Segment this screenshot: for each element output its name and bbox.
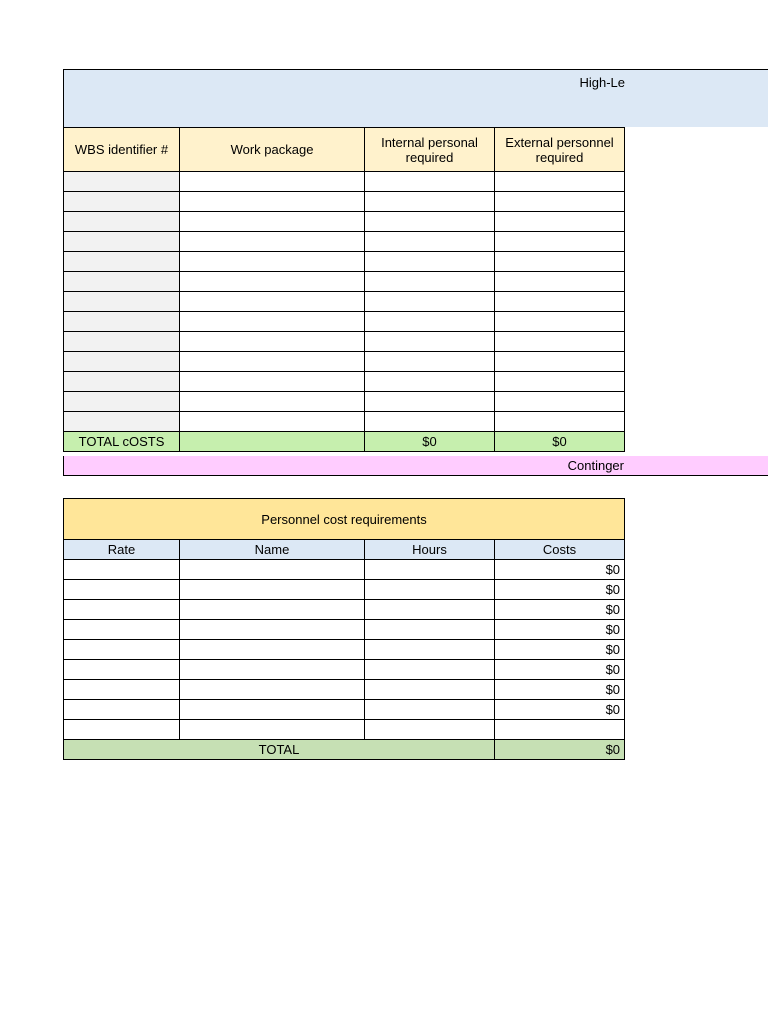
internal-cell[interactable] <box>365 232 495 252</box>
external-cell[interactable] <box>495 372 625 392</box>
name-cell[interactable] <box>180 660 365 680</box>
wbs-cell[interactable] <box>64 292 180 312</box>
external-cell[interactable] <box>495 212 625 232</box>
budget-row <box>64 392 625 412</box>
personnel-row <box>64 700 625 720</box>
personnel-row <box>64 600 625 620</box>
personnel-row <box>64 720 625 740</box>
external-cell[interactable] <box>495 412 625 432</box>
budget-row <box>64 332 625 352</box>
work-package-cell[interactable] <box>180 332 365 352</box>
header-external-personnel: External personnel required <box>495 128 625 172</box>
budget-row <box>64 272 625 292</box>
rate-cell[interactable] <box>64 560 180 580</box>
hours-cell[interactable] <box>365 560 495 580</box>
internal-cell[interactable] <box>365 272 495 292</box>
wbs-cell[interactable] <box>64 312 180 332</box>
external-cell[interactable] <box>495 252 625 272</box>
rate-cell[interactable] <box>64 640 180 660</box>
internal-cell[interactable] <box>365 292 495 312</box>
budget-row <box>64 412 625 432</box>
cost-cell[interactable]: $0 <box>495 660 625 680</box>
cost-cell[interactable]: $0 <box>495 640 625 660</box>
personnel-row <box>64 660 625 680</box>
rate-cell[interactable] <box>64 700 180 720</box>
external-cell[interactable] <box>495 232 625 252</box>
name-cell[interactable] <box>180 700 365 720</box>
name-cell[interactable] <box>180 580 365 600</box>
internal-cell[interactable] <box>365 252 495 272</box>
external-cell[interactable] <box>495 272 625 292</box>
rate-cell[interactable] <box>64 660 180 680</box>
work-package-cell[interactable] <box>180 192 365 212</box>
name-cell[interactable] <box>180 720 365 740</box>
name-cell[interactable] <box>180 620 365 640</box>
work-package-cell[interactable] <box>180 272 365 292</box>
work-package-cell[interactable] <box>180 312 365 332</box>
wbs-cell[interactable] <box>64 392 180 412</box>
external-cell[interactable] <box>495 172 625 192</box>
budget-row <box>64 192 625 212</box>
hours-cell[interactable] <box>365 700 495 720</box>
personnel-row <box>64 580 625 600</box>
wbs-cell[interactable] <box>64 372 180 392</box>
personnel-total-label: TOTAL <box>64 740 495 760</box>
external-cell[interactable] <box>495 312 625 332</box>
external-cell[interactable] <box>495 332 625 352</box>
work-package-cell[interactable] <box>180 392 365 412</box>
personnel-title: Personnel cost requirements <box>64 499 625 540</box>
name-cell[interactable] <box>180 600 365 620</box>
budget-row <box>64 352 625 372</box>
rate-cell[interactable] <box>64 620 180 640</box>
column-rate: Rate <box>64 540 180 560</box>
name-cell[interactable] <box>180 680 365 700</box>
personnel-total-value: $0 <box>495 740 625 760</box>
internal-cell[interactable] <box>365 172 495 192</box>
contingency-bar <box>63 456 768 476</box>
personnel-row <box>64 680 625 700</box>
budget-row <box>64 312 625 332</box>
personnel-total-row <box>64 740 625 760</box>
internal-cell[interactable] <box>365 372 495 392</box>
header-work-package: Work package <box>180 128 365 172</box>
hours-cell[interactable] <box>365 680 495 700</box>
cost-cell[interactable]: $0 <box>495 680 625 700</box>
rate-cell[interactable] <box>64 720 180 740</box>
work-package-cell[interactable] <box>180 172 365 192</box>
header-wbs-identifier: WBS identifier # <box>64 128 180 172</box>
column-name: Name <box>180 540 365 560</box>
budget-header-row <box>64 128 625 172</box>
cost-cell[interactable]: $0 <box>495 620 625 640</box>
wbs-cell[interactable] <box>64 412 180 432</box>
internal-cell[interactable] <box>365 352 495 372</box>
budget-row <box>64 232 625 252</box>
work-package-cell[interactable] <box>180 372 365 392</box>
wbs-cell[interactable] <box>64 252 180 272</box>
wbs-cell[interactable] <box>64 352 180 372</box>
budget-row <box>64 212 625 232</box>
cost-cell[interactable]: $0 <box>495 580 625 600</box>
contingency-label: Continger <box>567 458 624 473</box>
work-package-cell[interactable] <box>180 292 365 312</box>
personnel-row <box>64 620 625 640</box>
budget-row <box>64 372 625 392</box>
hours-cell[interactable] <box>365 620 495 640</box>
rate-cell[interactable] <box>64 600 180 620</box>
cost-cell[interactable]: $0 <box>495 600 625 620</box>
internal-cell[interactable] <box>365 212 495 232</box>
external-cell[interactable] <box>495 352 625 372</box>
budget-total-row <box>64 432 625 452</box>
column-hours: Hours <box>365 540 495 560</box>
work-package-cell[interactable] <box>180 412 365 432</box>
name-cell[interactable] <box>180 560 365 580</box>
external-cell[interactable] <box>495 292 625 312</box>
hours-cell[interactable] <box>365 660 495 680</box>
personnel-row <box>64 560 625 580</box>
cost-cell[interactable]: $0 <box>495 700 625 720</box>
internal-cell[interactable] <box>365 412 495 432</box>
hours-cell[interactable] <box>365 600 495 620</box>
title-banner <box>63 69 768 127</box>
header-internal-personnel: Internal personal required <box>365 128 495 172</box>
work-package-cell[interactable] <box>180 252 365 272</box>
external-cell[interactable] <box>495 192 625 212</box>
total-external-value: $0 <box>495 432 625 452</box>
total-costs-label: TOTAL cOSTS <box>64 432 180 452</box>
budget-row <box>64 252 625 272</box>
banner-title: High-Le <box>579 75 625 90</box>
total-internal-value: $0 <box>365 432 495 452</box>
personnel-title-row <box>64 499 625 540</box>
cost-cell[interactable]: $0 <box>495 560 625 580</box>
work-package-cell[interactable] <box>180 212 365 232</box>
wbs-cell[interactable] <box>64 192 180 212</box>
work-package-cell[interactable] <box>180 232 365 252</box>
column-costs: Costs <box>495 540 625 560</box>
wbs-cell[interactable] <box>64 172 180 192</box>
internal-cell[interactable] <box>365 312 495 332</box>
wbs-cell[interactable] <box>64 272 180 292</box>
wbs-cell[interactable] <box>64 332 180 352</box>
external-cell[interactable] <box>495 392 625 412</box>
budget-row <box>64 292 625 312</box>
budget-table <box>63 127 625 452</box>
internal-cell[interactable] <box>365 332 495 352</box>
name-cell[interactable] <box>180 640 365 660</box>
internal-cell[interactable] <box>365 392 495 412</box>
hours-cell[interactable] <box>365 720 495 740</box>
work-package-cell[interactable] <box>180 352 365 372</box>
total-work-package-cell <box>180 432 365 452</box>
personnel-cost-table <box>63 498 625 760</box>
cost-cell[interactable] <box>495 720 625 740</box>
hours-cell[interactable] <box>365 580 495 600</box>
rate-cell[interactable] <box>64 680 180 700</box>
budget-row <box>64 172 625 192</box>
hours-cell[interactable] <box>365 640 495 660</box>
internal-cell[interactable] <box>365 192 495 212</box>
personnel-row <box>64 640 625 660</box>
wbs-cell[interactable] <box>64 232 180 252</box>
personnel-column-headers <box>64 540 625 560</box>
rate-cell[interactable] <box>64 580 180 600</box>
wbs-cell[interactable] <box>64 212 180 232</box>
